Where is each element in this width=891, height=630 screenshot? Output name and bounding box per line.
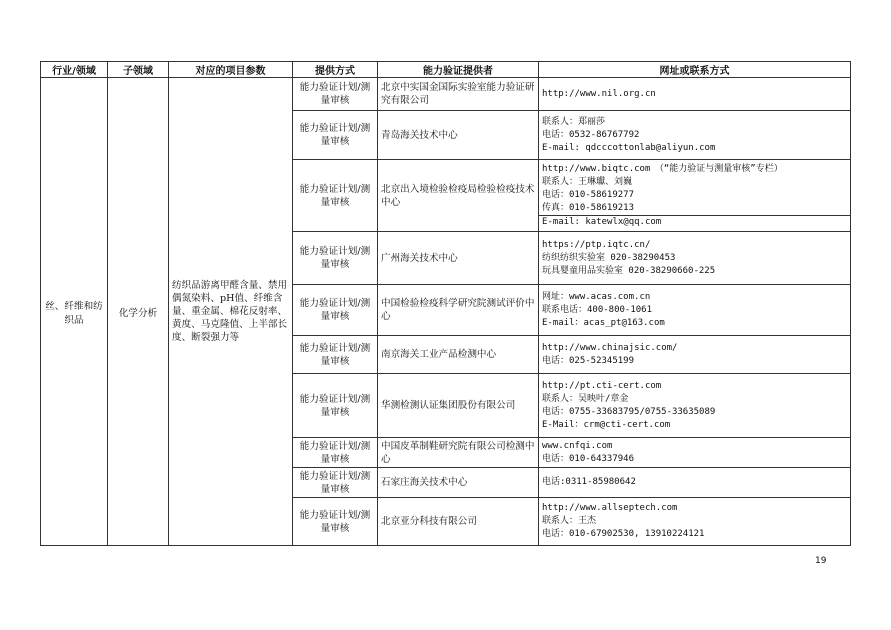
method-cell: 能力验证计划/测量审核 [293,285,378,336]
contact-cell [539,468,851,498]
contact-url[interactable]: 网址：www.acas.com.cn [542,291,651,302]
contact-phone: 电话：010-58619277 [542,189,635,200]
contact-fax: 传真：010-58619213 [542,202,635,213]
header-parameters: 对应的项目参数 [169,62,293,78]
method-cell: 能力验证计划/测量审核 [293,78,378,111]
header-row [41,62,851,78]
parameters-cell: 纺织品游离甲醛含量、禁用偶氮染料、pH值、纤维含量、重金属、棉花反射率、黄度、马克隆值、上半部长度、断裂强力等 [169,78,293,546]
table-row [41,78,851,111]
contact-lab-toys: 玩具婴童用品实验室 020-38290660-225 [542,265,716,276]
contact-cell [539,374,851,438]
contact-url[interactable]: http://pt.cti-cert.com [542,380,662,391]
contact-person: 联系人：王琳瓛、刘巍 [542,176,633,187]
contact-cell [539,336,851,374]
method-cell: 能力验证计划/测量审核 [293,374,378,438]
provider-cell: 青岛海关技术中心 [378,111,539,160]
contact-person: 联系人：郑丽莎 [542,116,606,127]
contact-phone: 电话：010-67902530, 13910224121 [542,529,705,539]
header-industry: 行业/领域 [41,62,108,78]
contact-lab-textile: 纺织纺织实验室 020-38290453 [542,252,676,263]
provider-cell: 北京亚分科技有限公司 [378,498,539,546]
method-cell: 能力验证计划/测量审核 [293,160,378,232]
contact-phone: 电话：025-52345199 [542,355,635,366]
contact-cell [539,498,851,546]
provider-cell: 中国皮革制鞋研究院有限公司检测中心 [378,438,539,468]
provider-cell: 北京出入境检验检疫局检验检疫技术中心 [378,160,539,232]
contact-cell [539,232,851,285]
contact-person: 联系人：吴映叶/章金 [542,393,629,404]
contact-phone: 电话：010-64337946 [542,453,635,464]
contact-phone: 电话:0311-85980642 [542,477,636,487]
method-cell: 能力验证计划/测量审核 [293,336,378,374]
contact-phone: 电话：0532-86767792 [542,129,640,140]
header-subfield: 子领域 [108,62,169,78]
contact-person: 联系人：王杰 [542,516,597,526]
contact-phone: 电话：0755-33683795/0755-33635089 [542,406,716,417]
contact-url[interactable]: https://ptp.iqtc.cn/ [542,239,651,250]
contact-cell [539,285,851,336]
subfield-cell: 化学分析 [108,78,169,546]
method-cell: 能力验证计划/测量审核 [293,468,378,498]
method-cell: 能力验证计划/测量审核 [293,498,378,546]
contact-url[interactable]: http://www.chinajsic.com/ [542,342,678,353]
contact-phone: 联系电话：400-800-1061 [542,304,653,315]
contact-cell [539,111,851,160]
contact-cell [539,78,851,111]
contact-cell [539,438,851,468]
contact-url[interactable]: http://www.allseptech.com [542,503,678,513]
provider-cell: 南京海关工业产品检测中心 [378,336,539,374]
provider-cell: 中国检验检疫科学研究院测试评价中心 [378,285,539,336]
industry-cell: 丝、纤维和纺织品 [41,78,108,546]
contact-cell [539,160,851,232]
contact-email[interactable]: E-mail: qdcccottonlab@aliyun.com [542,142,716,153]
proficiency-testing-table [40,61,851,546]
page-number: 19 [815,556,827,566]
header-method: 提供方式 [293,62,378,78]
contact-url[interactable]: http://www.nil.org.cn [542,88,656,99]
contact-email[interactable]: E-Mail：crm@cti-cert.com [542,419,671,430]
provider-cell: 北京中实国金国际实验室能力验证研究有限公司 [378,78,539,111]
provider-cell: 华测检测认证集团股份有限公司 [378,374,539,438]
contact-url[interactable]: www.cnfqi.com [542,440,613,451]
header-contact: 网址或联系方式 [539,62,851,78]
method-cell: 能力验证计划/测量审核 [293,111,378,160]
contact-url[interactable]: http://www.biqtc.com （“能力验证与测量审核”专栏） [542,163,783,174]
contact-email[interactable]: E-mail: katewlx@qq.com [542,216,662,227]
provider-cell: 石家庄海关技术中心 [378,468,539,498]
method-cell: 能力验证计划/测量审核 [293,438,378,468]
method-cell: 能力验证计划/测量审核 [293,232,378,285]
header-provider: 能力验证提供者 [378,62,539,78]
contact-email[interactable]: E-mail：acas_pt@163.com [542,317,665,328]
provider-cell: 广州海关技术中心 [378,232,539,285]
